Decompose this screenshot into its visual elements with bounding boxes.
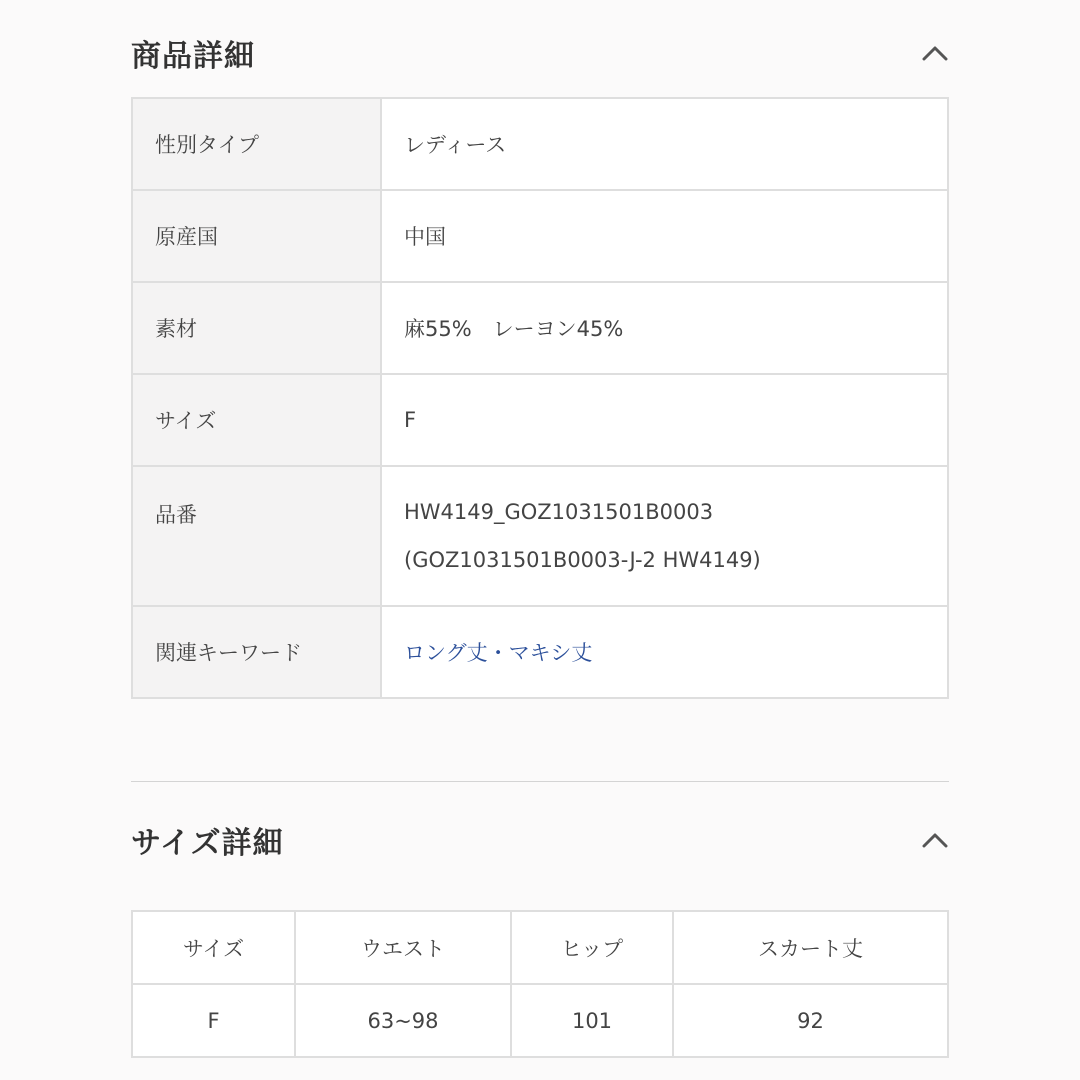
row-value <box>381 466 948 606</box>
column-header: ヒップ <box>511 911 673 984</box>
table-row <box>132 282 948 374</box>
row-label: 関連キーワード <box>132 606 381 698</box>
row-value: 中国 <box>381 190 948 282</box>
table-cell: 63~98 <box>295 984 511 1057</box>
product-details-table <box>131 97 949 699</box>
table-row <box>132 190 948 282</box>
section-divider <box>131 781 949 782</box>
row-value: 麻55% レーヨン45% <box>381 282 948 374</box>
column-header: サイズ <box>132 911 295 984</box>
keyword-link[interactable]: ロング丈・マキシ丈 <box>404 641 593 665</box>
table-row <box>132 374 948 466</box>
row-value: F <box>381 374 948 466</box>
chevron-up-icon[interactable] <box>921 826 949 854</box>
row-label: 性別タイプ <box>132 98 381 190</box>
product-code: HW4149_GOZ1031501B0003 <box>404 500 714 524</box>
row-label: 素材 <box>132 282 381 374</box>
row-label: サイズ <box>132 374 381 466</box>
product-details-title: 商品詳細 <box>131 39 255 74</box>
table-header-row <box>132 911 948 984</box>
table-row <box>132 606 948 698</box>
row-label: 原産国 <box>132 190 381 282</box>
row-label: 品番 <box>132 466 381 606</box>
row-value: レディース <box>381 98 948 190</box>
chevron-up-icon[interactable] <box>921 39 949 67</box>
table-row <box>132 466 948 606</box>
column-header: スカート丈 <box>673 911 948 984</box>
table-row <box>132 98 948 190</box>
size-details-title: サイズ詳細 <box>131 826 284 861</box>
table-row <box>132 984 948 1057</box>
product-details-header[interactable] <box>131 33 949 73</box>
product-code-detail: (GOZ1031501B0003-J-2 HW4149) <box>404 548 761 572</box>
column-header: ウエスト <box>295 911 511 984</box>
table-cell: 92 <box>673 984 948 1057</box>
table-cell: 101 <box>511 984 673 1057</box>
size-details-table <box>131 910 949 1058</box>
row-value <box>381 606 948 698</box>
size-details-header[interactable] <box>131 820 949 860</box>
table-cell: F <box>132 984 295 1057</box>
